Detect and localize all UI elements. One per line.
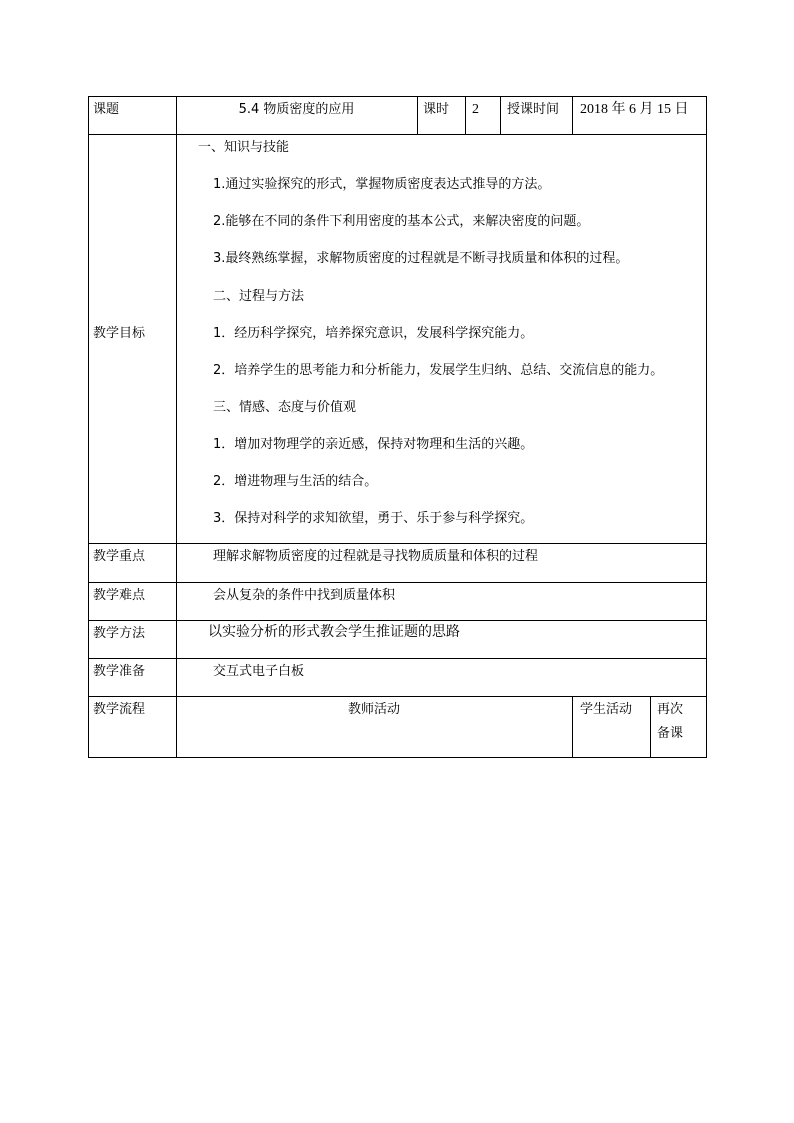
preparation-value: 交互式电子白板 bbox=[213, 664, 305, 679]
process-column-divider bbox=[650, 696, 651, 758]
table-border-bottom bbox=[88, 757, 707, 758]
table-row-divider bbox=[88, 134, 707, 135]
objectives-item: 2．增进物理与生活的结合。 bbox=[213, 474, 378, 489]
table-row-divider bbox=[88, 582, 707, 583]
objectives-heading: 三、情感、态度与价值观 bbox=[213, 400, 357, 415]
objectives-item: 3.最终熟练掌握，求解物质密度的过程就是不断寻找质量和体积的过程。 bbox=[213, 251, 629, 266]
process-column-divider bbox=[572, 696, 573, 758]
method-value: 以实验分析的形式教会学生推证题的思路 bbox=[208, 624, 460, 640]
table-border-left bbox=[88, 96, 89, 758]
objectives-label: 教学目标 bbox=[93, 326, 146, 341]
objectives-item: 2.能够在不同的条件下利用密度的基本公式，来解决密度的问题。 bbox=[213, 214, 590, 229]
method-label: 教学方法 bbox=[93, 626, 146, 641]
objectives-heading: 二、过程与方法 bbox=[213, 289, 305, 304]
table-row-divider bbox=[88, 658, 707, 659]
hours-value: 2 bbox=[472, 102, 479, 117]
preparation-label: 教学准备 bbox=[93, 664, 146, 679]
difficulties-value: 会从复杂的条件中找到质量体积 bbox=[213, 588, 396, 603]
header-column-divider bbox=[417, 96, 418, 134]
objectives-item: 3．保持对科学的求知欲望，勇于、乐于参与科学探究。 bbox=[213, 511, 534, 526]
review-header-line2: 备课 bbox=[657, 726, 684, 741]
header-column-divider bbox=[500, 96, 501, 134]
objectives-item: 1.通过实验探究的形式，掌握物质密度表达式推导的方法。 bbox=[213, 177, 551, 192]
student-activity-header: 学生活动 bbox=[580, 702, 633, 717]
objectives-item: 1．增加对物理学的亲近感，保持对物理和生活的兴趣。 bbox=[213, 437, 534, 452]
process-label: 教学流程 bbox=[93, 702, 146, 717]
header-column-divider bbox=[572, 96, 573, 134]
objectives-item: 1．经历科学探究，培养探究意识，发展科学探究能力。 bbox=[213, 326, 534, 341]
review-header-line1: 再次 bbox=[657, 702, 684, 717]
label-column-divider bbox=[176, 96, 177, 758]
table-row-divider bbox=[88, 543, 707, 544]
table-border-top bbox=[88, 96, 707, 97]
hours-label: 课时 bbox=[423, 102, 450, 117]
topic-label: 课题 bbox=[93, 102, 120, 117]
key-points-value: 理解求解物质密度的过程就是寻找物质质量和体积的过程 bbox=[213, 549, 539, 564]
table-border-right bbox=[706, 96, 707, 758]
header-column-divider bbox=[465, 96, 466, 134]
table-row-divider bbox=[88, 620, 707, 621]
objectives-item: 2．培养学生的思考能力和分析能力，发展学生归纳、总结、交流信息的能力。 bbox=[213, 363, 664, 378]
teacher-activity-header: 教师活动 bbox=[347, 702, 400, 717]
topic-value: 5.4 物质密度的应用 bbox=[238, 102, 355, 117]
difficulties-label: 教学难点 bbox=[93, 588, 146, 603]
key-points-label: 教学重点 bbox=[93, 549, 146, 564]
table-row-divider bbox=[88, 696, 707, 697]
objectives-heading: 一、知识与技能 bbox=[198, 140, 290, 155]
date-value: 2018 年 6 月 15 日 bbox=[580, 102, 689, 117]
date-label: 授课时间 bbox=[507, 102, 560, 117]
